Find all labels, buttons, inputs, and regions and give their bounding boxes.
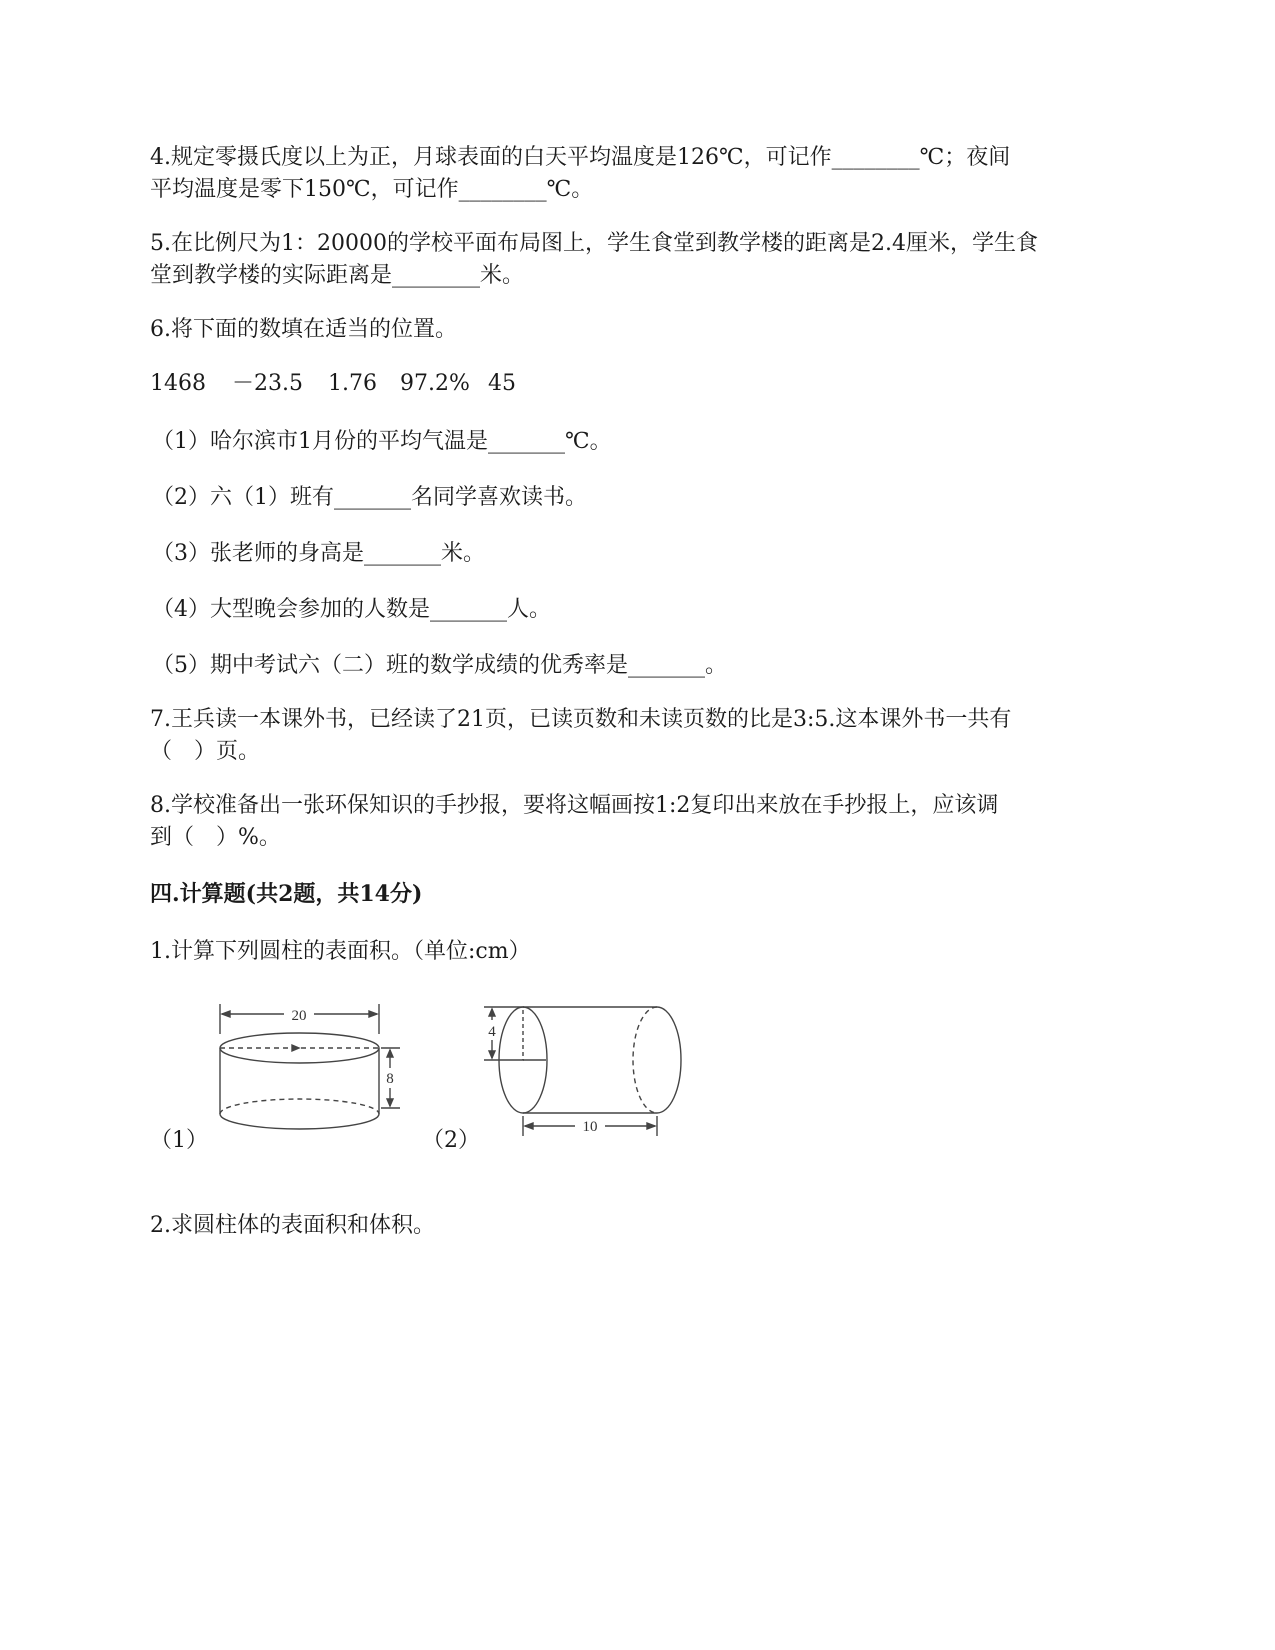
- diameter-label: 20: [291, 1008, 307, 1024]
- q8-line2: 到（ ）%。: [150, 825, 281, 850]
- q4-line1: 4.规定零摄氏度以上为正，月球表面的白天平均温度是126℃，可记作________℃；夜间: [150, 145, 1011, 170]
- length-label: 10: [582, 1119, 598, 1135]
- radius-label: 4: [488, 1024, 496, 1040]
- cylinder-figure-2: [480, 1000, 700, 1150]
- q5-line2: 堂到教学楼的实际距离是________米。: [150, 263, 525, 288]
- calc-q2: 2.求圆柱体的表面积和体积。: [150, 1213, 435, 1238]
- q6-item-4: （4）大型晚会参加的人数是_______人。: [152, 597, 551, 622]
- q6-item-3: （3）张老师的身高是_______米。: [152, 541, 485, 566]
- number-item: 97.2%: [400, 371, 470, 396]
- figure-2-label: （2）: [422, 1128, 480, 1153]
- q6-item-5: （5）期中考试六（二）班的数学成绩的优秀率是_______。: [152, 653, 727, 678]
- q6-item-2: （2）六（1）班有_______名同学喜欢读书。: [152, 485, 587, 510]
- calc-q1: 1.计算下列圆柱的表面积。（单位:cm）: [150, 939, 531, 964]
- q6-item-1: （1）哈尔滨市1月份的平均气温是_______℃。: [152, 429, 612, 454]
- q7-line1: 7.王兵读一本课外书，已经读了21页，已读页数和未读页数的比是3:5.这本课外书一共有: [150, 707, 1012, 732]
- q4-line2: 平均温度是零下150℃，可记作________℃。: [150, 177, 594, 202]
- number-item: 1.76: [328, 371, 377, 396]
- figure-1-label: （1）: [150, 1128, 208, 1153]
- number-item: －23.5: [232, 371, 303, 396]
- section-heading: 四.计算题(共2题，共14分): [150, 881, 423, 907]
- number-item: 1468: [150, 371, 206, 396]
- cylinder-figure-1: [200, 1000, 420, 1140]
- q5-line1: 5.在比例尺为1：20000的学校平面布局图上，学生食堂到教学楼的距离是2.4厘米，学生食: [150, 231, 1038, 256]
- number-item: 45: [488, 371, 516, 396]
- q8-line1: 8.学校准备出一张环保知识的手抄报，要将这幅画按1:2复印出来放在手抄报上，应该调: [150, 793, 999, 818]
- q7-line2: （ ）页。: [150, 739, 261, 764]
- height-label: 8: [386, 1071, 394, 1087]
- q6-title: 6.将下面的数填在适当的位置。: [150, 317, 457, 342]
